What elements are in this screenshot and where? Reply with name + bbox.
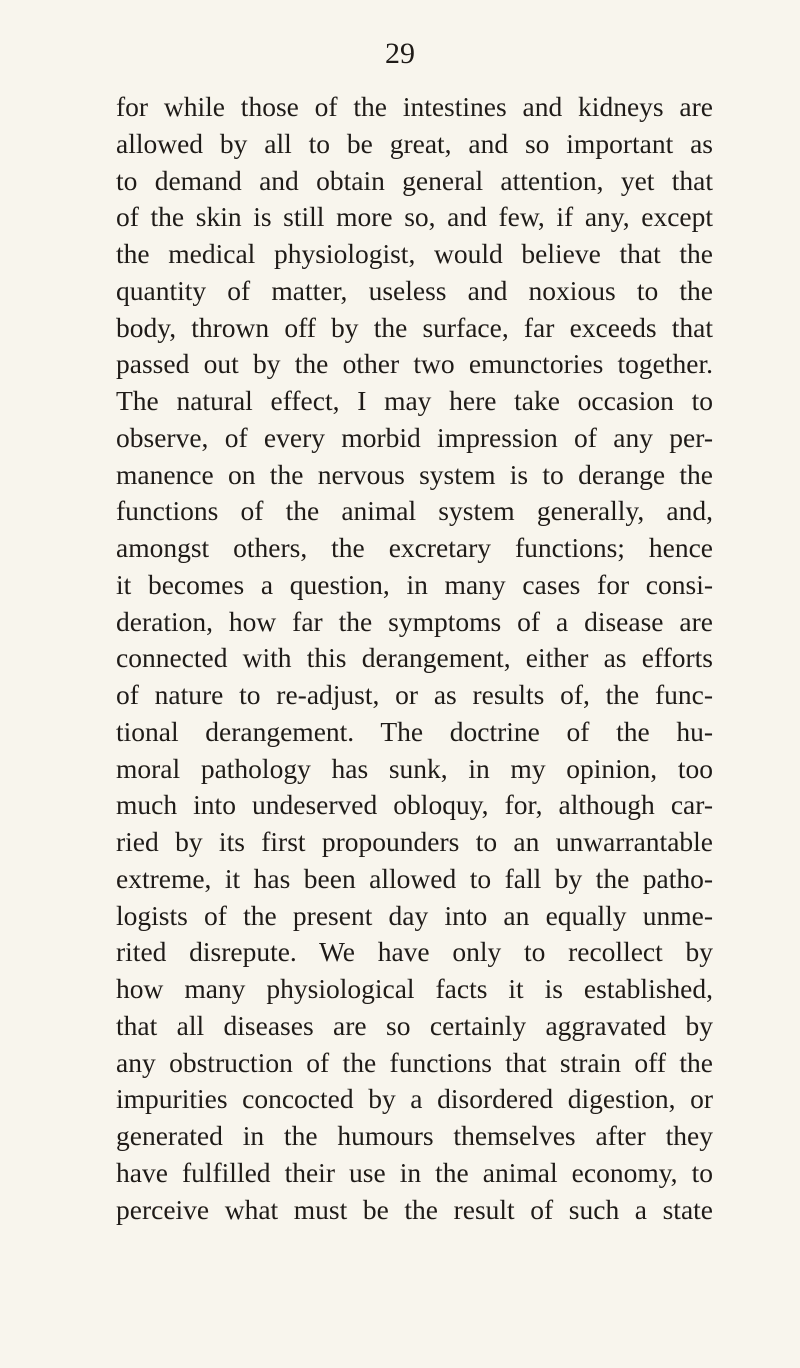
text-line: quantity of matter, useless and noxious to the [116,274,713,306]
text-line: deration, how far the symptoms of a disease are [116,605,713,637]
text-line: extreme, it has been allowed to fall by the patho- [116,862,713,894]
text-line: observe, of every morbid impression of any per- [116,421,713,453]
text-line: of nature to re-adjust, or as results of, the func- [116,679,713,710]
text-line: logists of the present day into an equally unme- [116,899,713,931]
text-line: connected with this derangement, either as efforts [116,642,713,674]
text-line: allowed by all to be great, and so important as [116,127,713,159]
text-line: amongst others, the excretary functions; hence [116,532,713,563]
text-line: functions of the animal system generally, and, [116,495,713,527]
page-number: 29 [385,37,415,70]
text-line: generated in the humours themselves after they [116,1120,713,1151]
text-line: the medical physiologist, would believe that the [116,238,713,269]
text-line: impurities concocted by a disordered digestion, or [116,1083,713,1115]
text-line: ried by its first propounders to an unwarrantable [116,826,713,857]
text-line: that all diseases are so certainly aggravated by [116,1009,713,1041]
text-line: The natural effect, I may here take occasion to [116,385,713,416]
text-line: to demand and obtain general attention, yet that [116,164,713,196]
text-line: tional derangement. The doctrine of the hu- [116,715,713,747]
text-line: any obstruction of the functions that strain off the [116,1046,713,1078]
text-line: of the skin is still more so, and few, if any, except [116,201,713,233]
text-line: manence on the nervous system is to derange the [116,458,713,490]
text-line: much into undeserved obloquy, for, although car- [116,789,713,821]
text-line: perceive what must be the result of such a state [116,1193,713,1225]
text-line: passed out by the other two emunctories together. [116,348,713,380]
text-line: moral pathology has sunk, in my opinion, too [116,752,713,784]
body-text [116,89,713,1228]
text-line: it becomes a question, in many cases for consi- [116,568,713,600]
text-line: body, thrown off by the surface, far exceeds that [116,311,713,343]
text-line: have fulfilled their use in the animal economy, to [116,1156,713,1188]
text-line: for while those of the intestines and kidneys are [116,91,713,122]
text-line: how many physiological facts it is established, [116,973,713,1004]
text-line: rited disrepute. We have only to recollect by [116,936,713,968]
